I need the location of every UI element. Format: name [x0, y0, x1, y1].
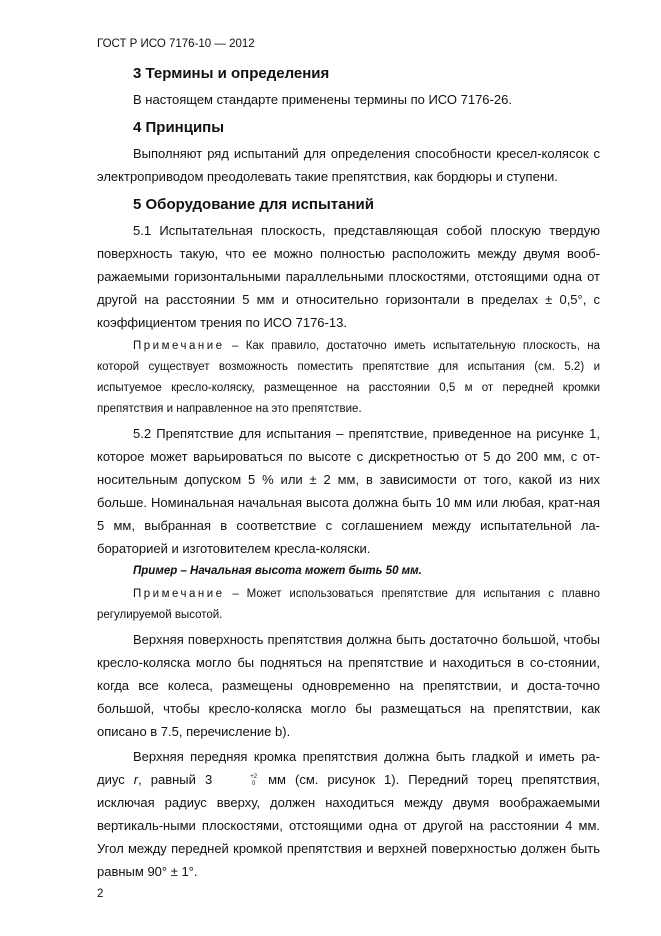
note-2-text: – Может использоваться препятствие для испытания с плавно регулируемой высотой. [97, 588, 600, 621]
note-1-text: – Как правило, достаточно иметь испытательную плоскость, на которой существует возможность поместить препятствие для испытания (см. 5.2) и испытуемое кресло-коляску, размещенное на расстоянии 0,5 м от передней кромки препятствия и направленное на это препятствие. [97, 340, 601, 415]
clause-5-2: 5.2 Препятствие для испытания – препятствие, приведенное на рисунке 1, которое может варьироваться по высоте с дискретностью от 5 до 200 мм, с от-носительным допуском 5 % или ± 2 мм, в зависимости от того, какой из них больше. Номинальная начальная высота должна быть 10 мм или любая, крат-ная 5 мм, выбранная в соответствие с соглашением между испытательной ла-бораторией и изготовителем кресла-коляски. [97, 426, 600, 556]
tolerance-lower: 0 [251, 780, 256, 787]
front-edge-text-a: Верхняя передняя кромка препятствия должна быть гладкой и иметь ра-диус [97, 749, 600, 787]
note-2 [97, 584, 600, 626]
page-number: 2 [97, 888, 104, 900]
tolerance-upper: +2 [250, 773, 258, 780]
front-edge-text-c: мм (см. рисунок 1). Передний торец препятствия, исключая радиус вверху, должен находиться между двумя воображаемыми вертикаль-ными плоскостями, отстоящими одна от другой на расстоянии 4 мм. Угол между передней кромкой препятствия и верхней поверхностью должен быть равным 90° ± 1°. [97, 772, 600, 879]
note-2-label: Примечание [133, 588, 225, 600]
paragraph-front-edge [97, 745, 600, 883]
paragraph-top-surface: Верхняя поверхность препятствия должна быть достаточно большой, чтобы кресло-коляска могло бы подняться на препятствие и находиться в со-стоянии, когда все колеса, размещены одновременно на препятствии, и доста-точно большой, чтобы кресло-коляска могло бы размещаться на препятствии, как описано в 7.5, перечисление b). [97, 632, 600, 739]
example-text: Пример – Начальная высота может быть 50 мм. [133, 565, 422, 577]
section-5-heading: 5 Оборудование для испытаний [133, 196, 374, 213]
document-body [97, 60, 600, 883]
radius-symbol: r [133, 772, 139, 787]
front-edge-text-b: , равный 3 [138, 772, 213, 787]
section-4-heading: 4 Принципы [133, 119, 225, 136]
section-4-text: Выполняют ряд испытаний для определения способности кресел-колясок с электроприводом преодолевать такие препятствия, как бордюры и ступени. [97, 146, 600, 184]
section-3-text: В настоящем стандарте применены термины по ИСО 7176-26. [133, 92, 512, 107]
clause-5-1: 5.1 Испытательная плоскость, представляющая собой плоскую твердую поверхность такую, что ее можно полностью расположить между двумя вооб-ражаемыми горизонтальными параллельными плоскостями, отстоящими одна от другой на расстоянии 5 мм и относительно горизонтали в пределах ± 0,5°, с коэффициентом трения по ИСО 7176-13. [97, 223, 600, 330]
note-1-label: Примечание [133, 340, 225, 352]
document-header: ГОСТ Р ИСО 7176-10 — 2012 [97, 38, 255, 50]
note-1 [97, 336, 600, 420]
section-3-heading: 3 Термины и определения [133, 65, 330, 82]
radius-tolerance [214, 774, 257, 788]
